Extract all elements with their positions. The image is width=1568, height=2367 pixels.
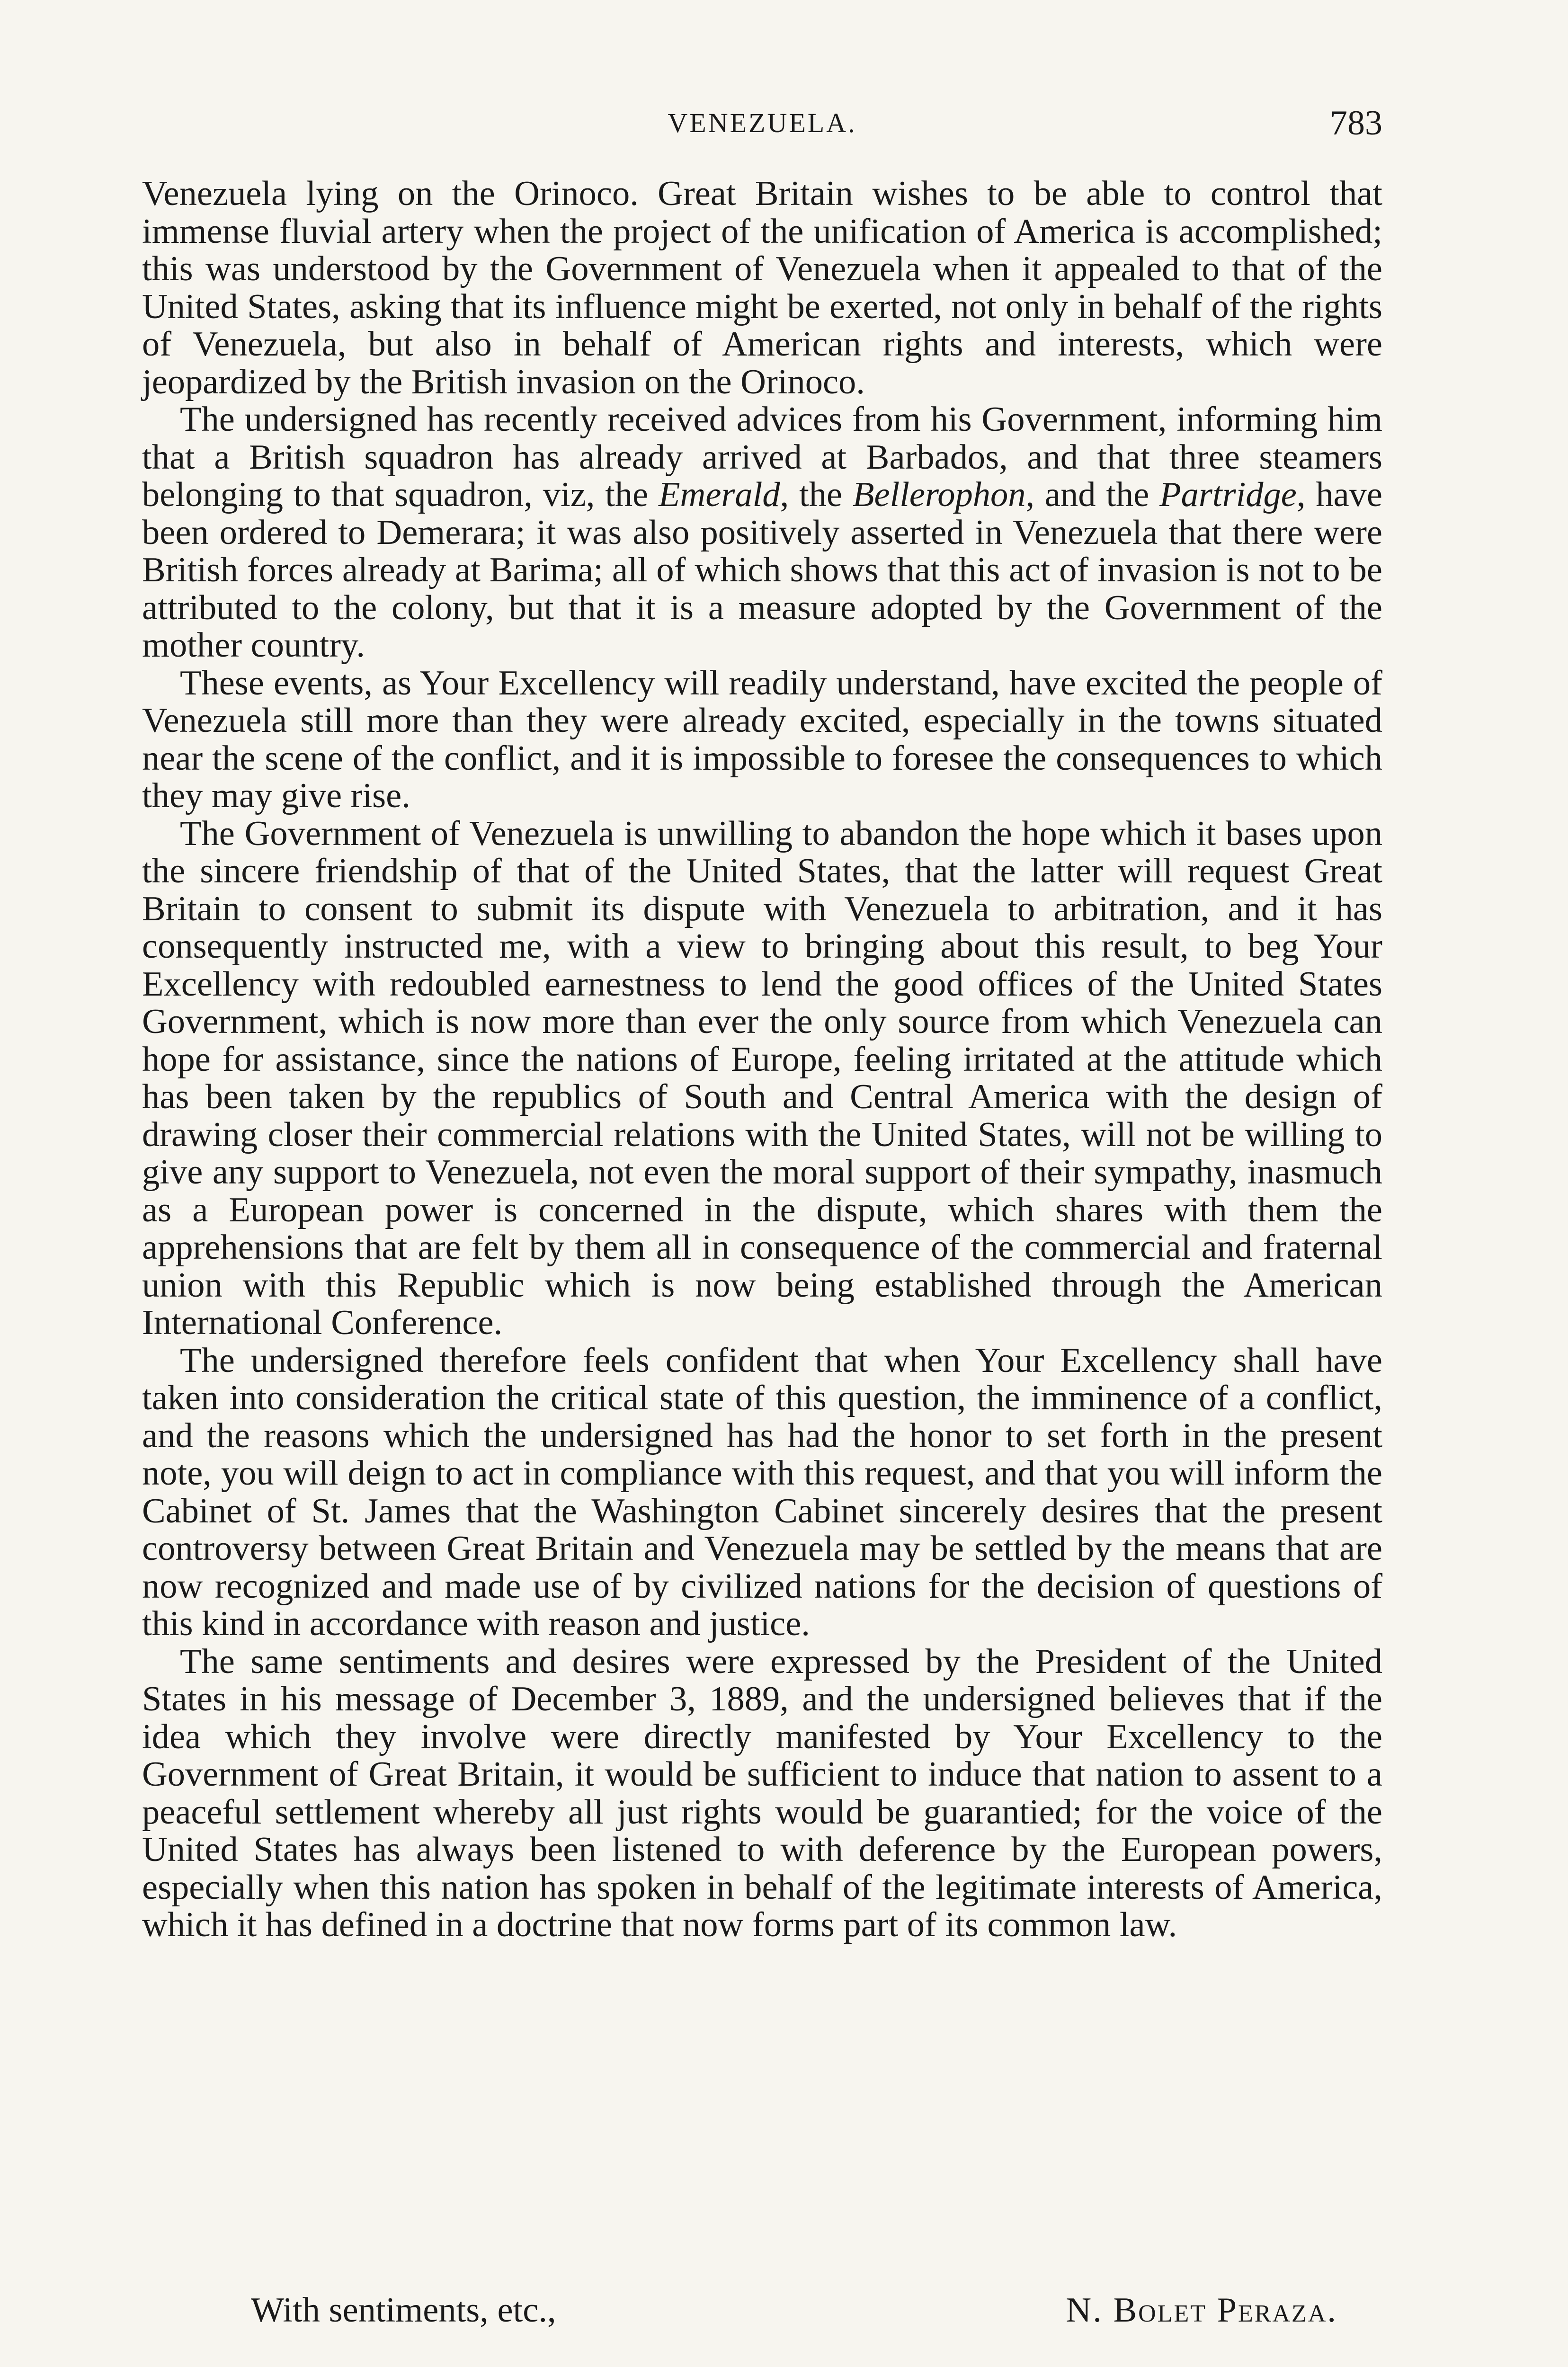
italic-ship-name: Bellerophon: [852, 475, 1026, 514]
text-run: The undersigned has recently received advices from his Government, informing him that a British squadron has already arrived at Barbados, and that three steamers belonging to that squadron, viz, the: [142, 400, 1382, 514]
closing-salutation: With sentiments, etc.,: [251, 2291, 556, 2330]
paragraph: [142, 401, 1382, 665]
page-number: 783: [1330, 104, 1382, 142]
text-run: , have been ordered to Demerara; it was also positively asserted in Venezuela that there were British forces already at Barima; all of which shows that this act of invasion is not to be attributed to the colony, but that it is a measure adopted by the Government of the mother country.: [142, 475, 1382, 665]
paragraph: [142, 1643, 1382, 1944]
text-run: These events, as Your Excellency will readily understand, have excited the people of Venezuela still more than they were already excited, especially in the towns situated near the scene of the conflict, and it is impossible to foresee the consequences to which they may give rise.: [142, 663, 1382, 815]
text-run: The Government of Venezuela is unwilling to abandon the hope which it bases upon the sincere friendship of that of the United States, that the latter will request Great Britain to consent to submit its dispute with Venezuela to arbitration, and it has consequently instructed me, with a view to bringing about this result, to beg Your Excellency with redoubled earnestness to lend the good offices of the United States Government, which is now more than ever the only source from which Venezuela can hope for assistance, since the nations of Europe, feeling irritated at the attitude which has been taken by the republics of South and Central America with the design of drawing closer their commercial relations with the United States, will not be willing to give any support to Venezuela, not even the moral support of their sympathy, inasmuch as a European power is concerned in the dispute, which shares with them the apprehensions that are felt by them all in consequence of the commercial and fraternal union with this Republic which is now being established through the American International Conference.: [142, 814, 1382, 1342]
paragraph: [142, 815, 1382, 1342]
text-run: The undersigned therefore feels confident that when Your Excellency shall have taken into consideration the critical state of this question, the imminence of a conflict, and the reasons which the undersigned has had the honor to set forth in the present note, you will deign to act in compliance with this request, and that you will inform the Cabinet of St. James that the Washington Cabinet sincerely desires that the present controversy between Great Britain and Venezuela may be settled by the means that are now recognized and made use of by civilized nations for the decision of questions of this kind in accordance with reason and justice.: [142, 1341, 1382, 1643]
text-run: , and the: [1025, 475, 1160, 514]
text-run: , the: [780, 475, 853, 514]
paragraph: [142, 1342, 1382, 1643]
paragraph: [142, 175, 1382, 401]
body-text: [142, 175, 1382, 1944]
paragraph: [142, 665, 1382, 815]
signer-name: N. Bolet Peraza.: [1066, 2291, 1337, 2330]
text-run: Venezuela lying on the Orinoco. Great Britain wishes to be able to control that immense fluvial artery when the project of the unification of America is accomplished; this was understood by the Government of Venezuela when it appealed to that of the United States, asking that its influence might be exerted, not only in behalf of the rights of Venezuela, but also in behalf of American rights and interests, which were jeopardized by the British invasion on the Orinoco.: [142, 174, 1382, 401]
running-head: VENEZUELA.: [668, 107, 857, 138]
page-header: [142, 102, 1382, 144]
italic-ship-name: Partridge: [1159, 475, 1297, 514]
text-run: The same sentiments and desires were expressed by the President of the United States in his message of December 3, 1889, and the undersigned believes that if the idea which they involve were directly manifested by Your Excellency to the Government of Great Britain, it would be sufficient to induce that nation to assent to a peaceful settlement whereby all just rights would be guarantied; for the voice of the United States has always been listened to with deference by the European powers, especially when this nation has spoken in behalf of the legitimate interests of America, which it has defined in a doctrine that now forms part of its common law.: [142, 1642, 1382, 1944]
italic-ship-name: Emerald: [659, 475, 780, 514]
signature-block: [142, 2289, 1382, 2331]
